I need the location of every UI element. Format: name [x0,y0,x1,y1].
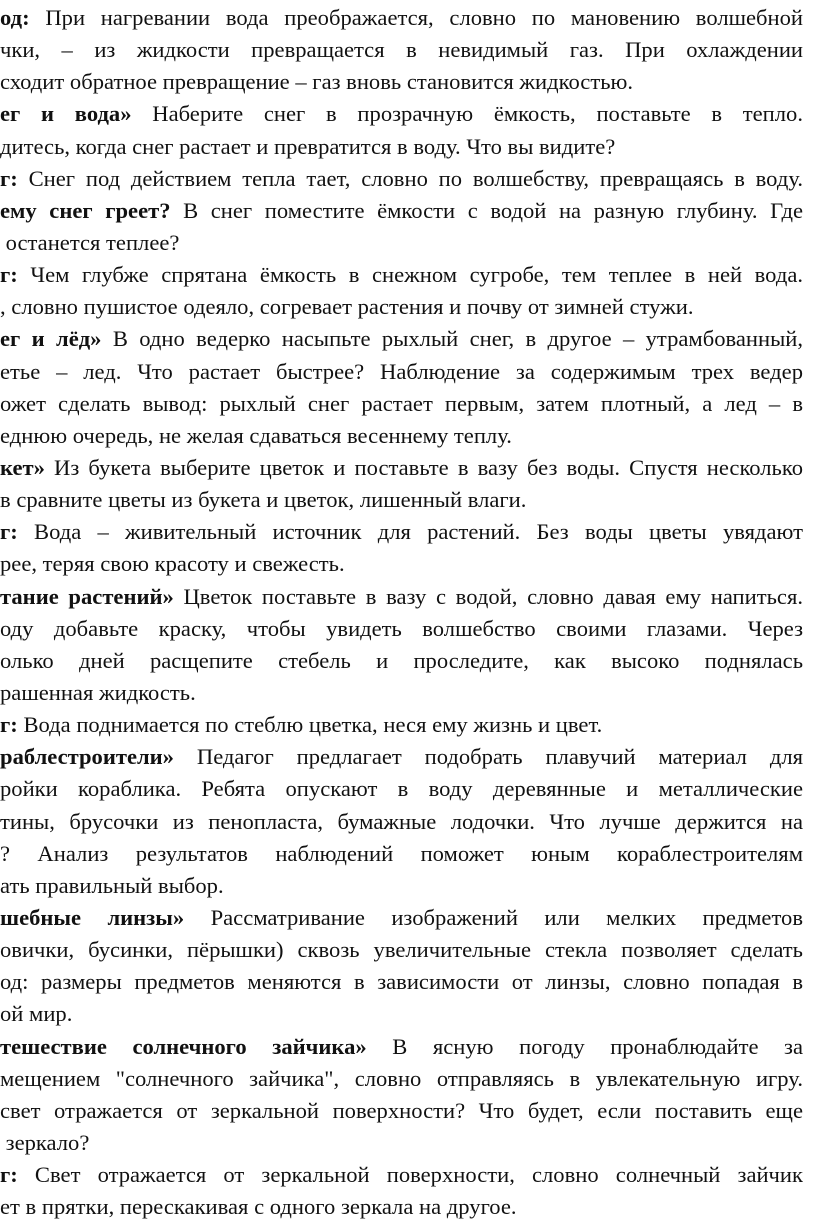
text-line [0,227,803,259]
body-text: ать правильный выбор. [0,872,224,898]
bold-heading-text: тешествие солнечного зайчика» [0,1033,367,1059]
body-text: , словно пушистое одеяло, согревает растения и почву от зимней стужи. [0,294,694,320]
body-text: В одно ведерко насыпьте рыхлый снег, в другое – утрамбованный, [101,326,803,352]
body-text: Снег под действием тепла тает, словно по волшебству, превращаясь в воду. [17,165,803,191]
text-line [0,806,803,838]
text-line [0,484,803,516]
body-text: зеркало? [0,1129,90,1155]
text-line [0,1127,803,1159]
text-line [0,356,803,388]
text-line [0,34,803,66]
bold-heading-text: кет» [0,454,45,480]
body-text: сходит обратное превращение – газ вновь становится жидкостью. [0,69,634,95]
text-line [0,677,803,709]
body-text: рашенная жидкость. [0,679,196,705]
body-text: Цветок поставьте в вазу с водой, словно давая ему напиться. [173,583,803,609]
body-text: ройки кораблика. Ребята опускают в воду деревянные и металлические [0,776,803,802]
body-text: мещением "солнечного зайчика", словно отправляясь в увлекательную игру. [0,1065,803,1091]
body-text: Свет отражается от зеркальной поверхности, словно солнечный зайчик [17,1162,803,1188]
bold-heading-text: раблестроители» [0,744,174,770]
text-line [0,966,803,998]
document-page [0,2,803,1223]
body-text: еднюю очередь, не желая сдаваться весеннему теплу. [0,422,512,448]
bold-heading-text: од: [0,5,30,30]
text-line [0,323,803,355]
body-text: ? Анализ результатов наблюдений поможет юным кораблестроителям [0,840,803,866]
body-text: В ясную погоду пронаблюдайте за [366,1033,803,1059]
text-line [0,195,803,227]
body-text: Рассматривание изображений или мелких предметов [184,904,803,930]
bold-heading-text: г: [0,712,18,738]
body-text: дитесь, когда снег растает и превратится в воду. Что вы видите? [0,133,616,159]
text-line [0,838,803,870]
body-text: етье – лед. Что растает быстрее? Наблюдение за содержимым трех ведер [0,358,803,384]
body-text: тины, брусочки из пенопласта, бумажные лодочки. Что лучше держится на [0,808,803,834]
text-line [0,1159,803,1191]
bold-heading-text: ему снег греет? [0,197,171,223]
body-text: олько дней расщепите стебель и проследите, как высоко поднялась [0,647,803,673]
bold-heading-text: шебные линзы» [0,904,185,930]
text-line [0,709,803,741]
text-line [0,1095,803,1127]
bold-heading-text: г: [0,519,18,545]
body-text: ой мир. [0,1001,73,1027]
body-text: ет в прятки, перескакивая с одного зеркала на другое. [0,1194,517,1220]
text-line [0,613,803,645]
text-line [0,131,803,163]
bold-heading-text: г: [0,1162,18,1188]
text-line [0,1031,803,1063]
text-line [0,870,803,902]
text-line [0,645,803,677]
text-line [0,773,803,805]
text-line [0,163,803,195]
bold-heading-text: г: [0,165,18,191]
text-line [0,388,803,420]
text-line [0,66,803,98]
body-text: В снег поместите ёмкости с водой на разную глубину. Где [170,197,803,223]
text-line [0,452,803,484]
body-text: При нагревании вода преображается, словно по мановению волшебной [29,5,803,30]
body-text: од: размеры предметов меняются в зависимости от линзы, словно попадая в [0,969,803,995]
body-text: Из букета выберите цветок и поставьте в вазу без воды. Спустя несколько [44,454,803,480]
body-text: оду добавьте краску, чтобы увидеть волшебство своими глазами. Через [0,615,803,641]
text-line [0,259,803,291]
text-line [0,291,803,323]
body-text: Чем глубже спрятана ёмкость в снежном сугробе, тем теплее в ней вода. [17,262,803,288]
text-line [0,516,803,548]
text-line [0,934,803,966]
text-line [0,1063,803,1095]
text-line [0,581,803,613]
text-line [0,902,803,934]
body-text: Вода – живительный источник для растений. Без воды цветы увядают [17,519,803,545]
body-text: овички, бусинки, пёрышки) сквозь увеличительные стекла позволяет сделать [0,937,803,963]
text-line [0,1191,803,1223]
text-line [0,420,803,452]
text-line [0,741,803,773]
bold-heading-text: ег и вода» [0,101,132,127]
bold-heading-text: ег и лёд» [0,326,102,352]
text-line [0,998,803,1030]
body-text: Вода поднимается по стеблю цветка, неся ему жизнь и цвет. [17,712,603,738]
body-text: Наберите снег в прозрачную ёмкость, поставьте в тепло. [131,101,803,127]
bold-heading-text: тание растений» [0,583,174,609]
body-text: останется теплее? [0,229,180,255]
text-line [0,2,803,34]
body-text: в сравните цветы из букета и цветок, лишенный влаги. [0,487,527,513]
body-text: свет отражается от зеркальной поверхности? Что будет, если поставить еще [0,1097,803,1123]
body-text: чки, – из жидкости превращается в невидимый газ. При охлаждении [0,37,803,63]
text-line [0,98,803,130]
text-line [0,548,803,580]
body-text: ожет сделать вывод: рыхлый снег растает первым, затем плотный, а лед – в [0,390,803,416]
bold-heading-text: г: [0,262,18,288]
body-text: Педагог предлагает подобрать плавучий материал для [173,744,803,770]
body-text: рее, теряя свою красоту и свежесть. [0,551,345,577]
